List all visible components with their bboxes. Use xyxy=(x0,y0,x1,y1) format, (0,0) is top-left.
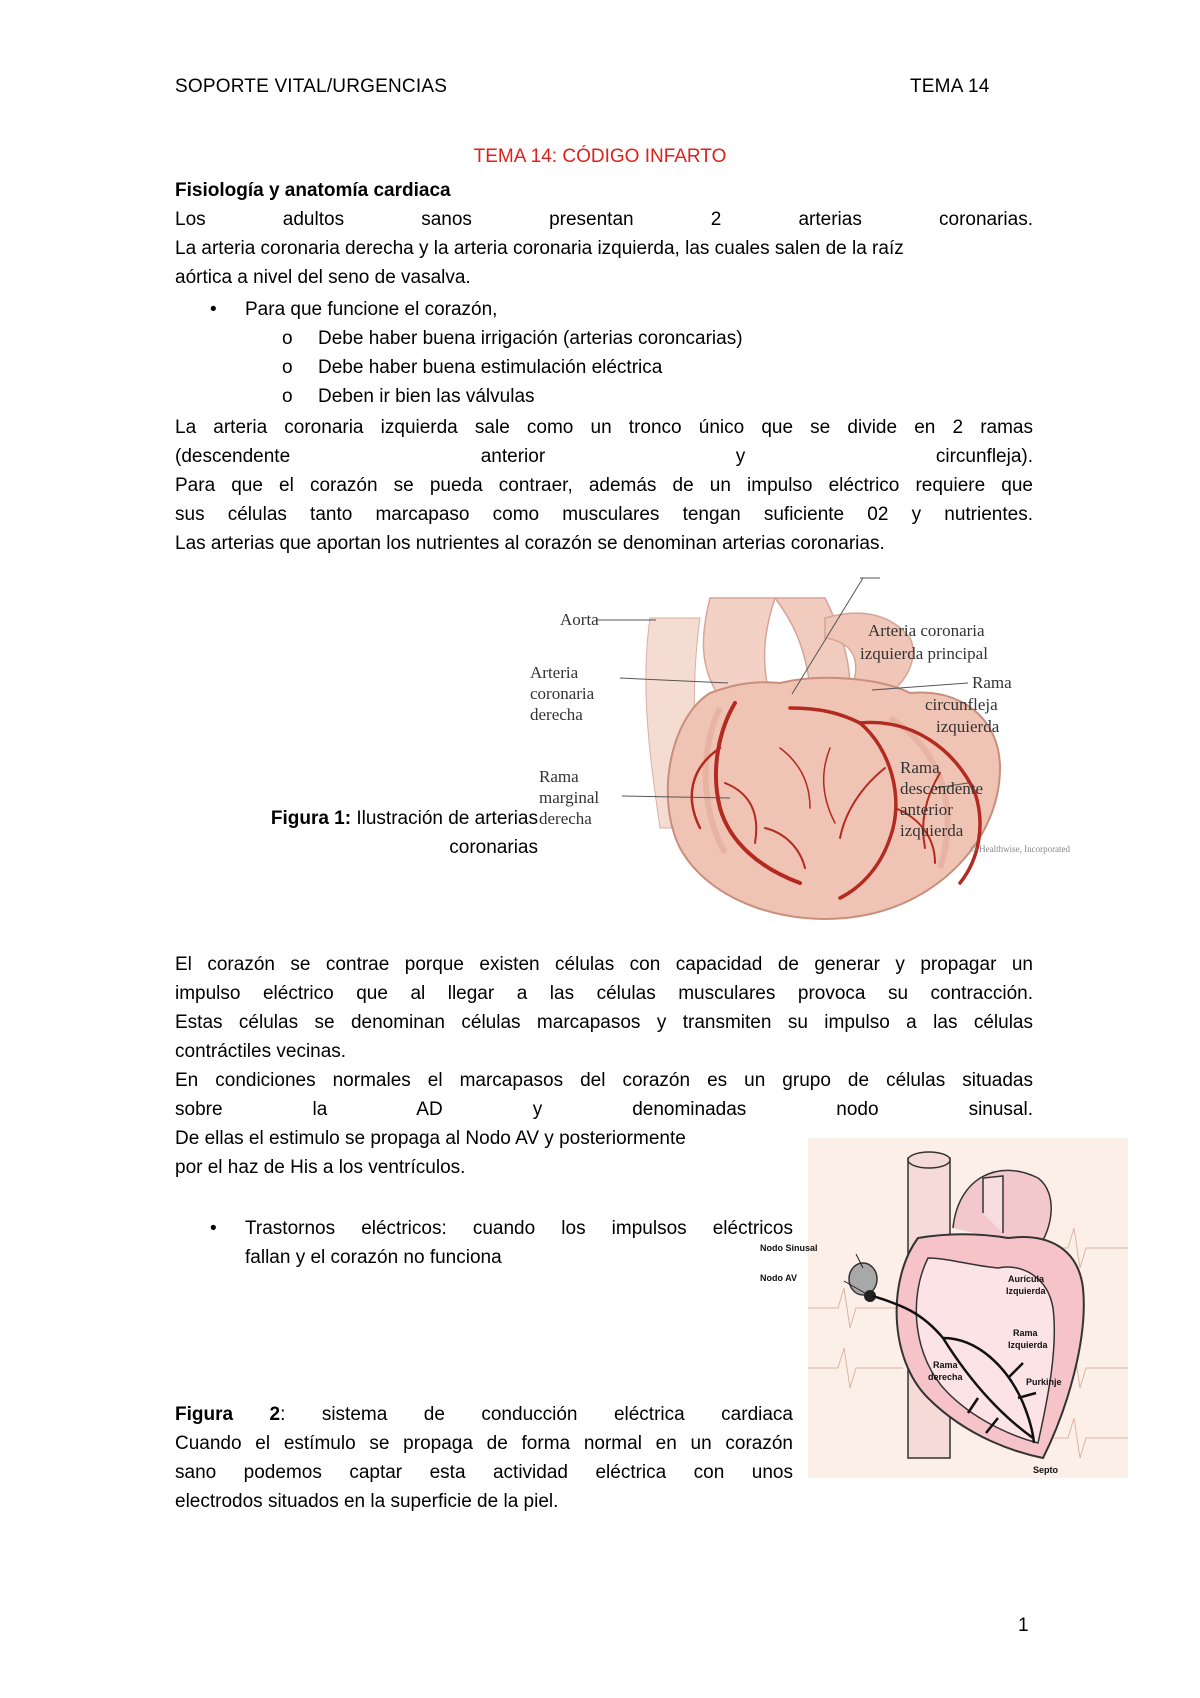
para6-line-1: Cuando el estímulo se propaga de forma normal en un corazón xyxy=(175,1433,793,1454)
figure1-caption-text2: coronarias xyxy=(449,837,538,858)
label-rda-3: anterior xyxy=(900,800,953,819)
header-right: TEMA 14 xyxy=(910,76,990,97)
sub-bullet-2: Debe haber buena estimulación eléctrica xyxy=(318,357,663,378)
bullet-2-line-1: Trastornos eléctricos: cuando los impulsos eléctricos xyxy=(245,1218,793,1239)
cardiac-conduction-illustration xyxy=(760,1138,1128,1478)
para5-line-2: sobre la AD y denominadas nodo sinusal. xyxy=(175,1099,1033,1120)
sub-bullet-marker: o xyxy=(282,357,293,378)
para2-line-2: (descendente anterior y circunfleja). xyxy=(175,446,1033,467)
para3-line-3: Las arterias que aportan los nutrientes al corazón se denominan arterias coronarias. xyxy=(175,533,885,554)
para4-line-3: Estas células se denominan células marcapasos y transmiten su impulso a las células xyxy=(175,1012,1033,1033)
para4-line-4: contráctiles vecinas. xyxy=(175,1041,347,1062)
label-nodo-av: Nodo AV xyxy=(760,1273,797,1283)
para3-line-2: sus células tanto marcapaso como musculares tengan suficiente 02 y nutrientes. xyxy=(175,504,1033,525)
intro-line-3: aórtica a nivel del seno de vasalva. xyxy=(175,267,471,288)
label-auricula-1: Aurícula xyxy=(1008,1274,1045,1284)
para6-line-3: electrodos situados en la superficie de la piel. xyxy=(175,1491,559,1512)
figure1-caption-label: Figura 1: xyxy=(270,808,352,829)
label-septo: Septo xyxy=(1033,1465,1059,1475)
label-nodo-sinusal: Nodo Sinusal xyxy=(760,1243,818,1253)
label-rama-izq-1: Rama xyxy=(1013,1328,1038,1338)
label-rmd-2: marginal xyxy=(539,788,600,807)
label-rci-1: Rama xyxy=(972,673,1012,692)
page-number: 1 xyxy=(1018,1615,1029,1636)
label-rama-der-2: derecha xyxy=(928,1372,963,1382)
para4-line-2: impulso eléctrico que al llegar a las células musculares provoca su contracción. xyxy=(175,983,1033,1004)
label-purkinje: Purkinje xyxy=(1026,1377,1062,1387)
sub-bullet-marker: o xyxy=(282,386,293,407)
label-acd-3: derecha xyxy=(530,705,583,724)
para5-line-1: En condiciones normales el marcapasos del corazón es un grupo de células situadas xyxy=(175,1070,1033,1091)
label-aci-2: izquierda principal xyxy=(860,644,988,663)
figure1-caption-text: Ilustración de arterias xyxy=(351,808,538,829)
header-left: SOPORTE VITAL/URGENCIAS xyxy=(175,76,448,97)
para5-line-3: De ellas el estimulo se propaga al Nodo AV y posteriormente xyxy=(175,1128,686,1149)
para3-line-1: Para que el corazón se pueda contraer, además de un impulso eléctrico requiere que xyxy=(175,475,1033,496)
label-aci-1: Arteria coronaria xyxy=(868,621,985,640)
intro-line-1: Los adultos sanos presentan 2 arterias coronarias. xyxy=(175,209,1033,230)
para6-line-2: sano podemos captar esta actividad eléctrica con unos xyxy=(175,1462,793,1483)
sub-bullet-3: Deben ir bien las válvulas xyxy=(318,386,535,407)
figure2-caption xyxy=(175,1400,793,1429)
label-rda-4: izquierda xyxy=(900,821,964,840)
para4-line-1: El corazón se contrae porque existen células con capacidad de generar y propagar un xyxy=(175,954,1033,975)
figure2-caption-text: : sistema de conducción eléctrica cardiaca xyxy=(280,1404,793,1425)
label-rama-der-1: Rama xyxy=(933,1360,958,1370)
para5-line-4: por el haz de His a los ventrículos. xyxy=(175,1157,466,1178)
figure1-caption xyxy=(200,804,538,862)
section-heading: Fisiología y anatomía cardiaca xyxy=(175,180,451,201)
label-acd-1: Arteria xyxy=(530,663,579,682)
coronary-labels-top xyxy=(860,618,1110,668)
label-auricula-2: Izquierda xyxy=(1006,1286,1046,1296)
intro-line-2: La arteria coronaria derecha y la arteria coronaria izquierda, las cuales salen de la raíz xyxy=(175,238,904,259)
page-title: TEMA 14: CÓDIGO INFARTO xyxy=(473,146,727,167)
label-rci-3: izquierda xyxy=(936,717,1000,736)
label-rmd-1: Rama xyxy=(539,767,579,786)
figure2-caption-label: Figura 2 xyxy=(175,1404,281,1425)
bullet-dot: • xyxy=(210,299,217,320)
bullet-1: Para que funcione el corazón, xyxy=(245,299,498,320)
label-aorta: Aorta xyxy=(560,610,599,629)
label-rci-2: circunfleja xyxy=(925,695,998,714)
sub-bullet-1: Debe haber buena irrigación (arterias coroncarias) xyxy=(318,328,743,349)
figure1-credit: © Healthwise, Incorporated xyxy=(970,844,1071,854)
label-rda-2: descendente xyxy=(900,779,984,798)
label-acd-2: coronaria xyxy=(530,684,595,703)
sub-bullet-marker: o xyxy=(282,328,293,349)
label-rmd-3: derecha xyxy=(539,809,592,828)
label-rama-izq-2: Izquierda xyxy=(1008,1340,1048,1350)
label-rda-1: Rama xyxy=(900,758,940,777)
bullet-2-line-2: fallan y el corazón no funciona xyxy=(245,1247,502,1268)
para2-line-1: La arteria coronaria izquierda sale como un tronco único que se divide en 2 ramas xyxy=(175,417,1033,438)
bullet-dot: • xyxy=(210,1218,217,1239)
